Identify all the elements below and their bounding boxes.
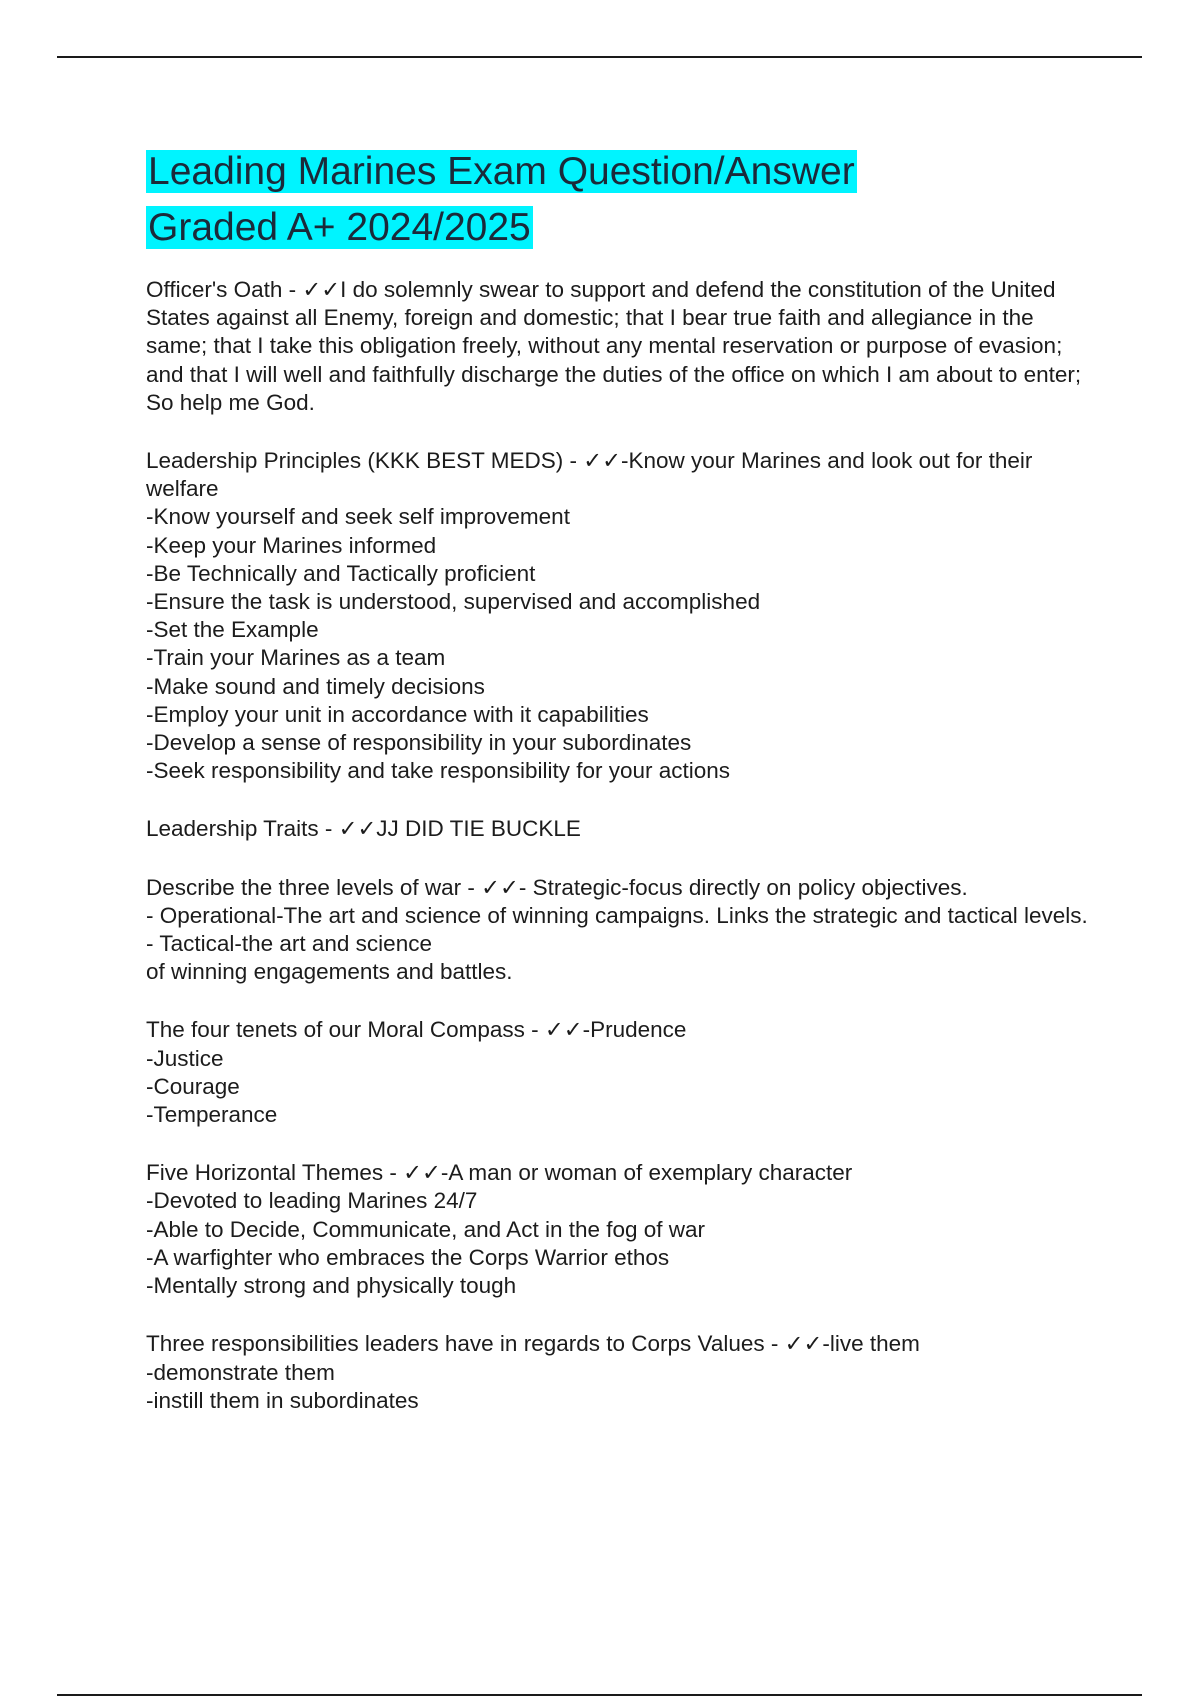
qa-line: The four tenets of our Moral Compass - ✓✓-Prudence bbox=[146, 1017, 687, 1043]
qa-line: Leadership Principles (KKK BEST MEDS) - ✓✓-Know your Marines and look out for their welfare bbox=[146, 448, 1033, 502]
qa-list bbox=[146, 276, 1096, 1415]
qa-line: -Be Technically and Tactically proficient bbox=[146, 560, 536, 586]
qa-line: - Operational-The art and science of winning campaigns. Links the strategic and tactical levels. bbox=[146, 902, 1088, 928]
title-line-1: Leading Marines Exam Question/Answer bbox=[148, 150, 855, 193]
qa-line: -Mentally strong and physically tough bbox=[146, 1273, 517, 1299]
qa-line: -instill them in subordinates bbox=[146, 1387, 419, 1413]
qa-line: Three responsibilities leaders have in regards to Corps Values - ✓✓-live them bbox=[146, 1331, 920, 1357]
qa-line: of winning engagements and battles. bbox=[146, 959, 513, 985]
document-title bbox=[146, 144, 1096, 256]
qa-entry bbox=[146, 276, 1096, 417]
qa-line: -Able to Decide, Communicate, and Act in the fog of war bbox=[146, 1216, 706, 1242]
title-line-2: Graded A+ 2024/2025 bbox=[148, 206, 531, 249]
qa-line: Leadership Traits - ✓✓JJ DID TIE BUCKLE bbox=[146, 816, 581, 842]
qa-line: -Seek responsibility and take responsibility for your actions bbox=[146, 758, 731, 784]
qa-entry bbox=[146, 815, 1096, 843]
qa-line: -Make sound and timely decisions bbox=[146, 673, 485, 699]
qa-line: - Tactical-the art and science bbox=[146, 931, 432, 957]
qa-line: -A warfighter who embraces the Corps Warrior ethos bbox=[146, 1244, 670, 1270]
qa-line: -Devoted to leading Marines 24/7 bbox=[146, 1188, 478, 1214]
qa-line: -Keep your Marines informed bbox=[146, 532, 437, 558]
qa-line: Officer's Oath - ✓✓I do solemnly swear to support and defend the constitution of the United States against all Enemy, foreign and domestic; that I bear true faith and allegiance in the same; that I take this obligation freely, without any mental reservation or purpose of evasion; and that I will well and faithfully discharge the duties of the office on which I am about to enter; So help me God. bbox=[146, 277, 1082, 415]
qa-entry bbox=[146, 447, 1096, 785]
bottom-divider bbox=[57, 1694, 1142, 1696]
qa-entry bbox=[146, 874, 1096, 987]
qa-line: -Set the Example bbox=[146, 617, 319, 643]
qa-line: -Justice bbox=[146, 1045, 224, 1071]
qa-line: -Ensure the task is understood, supervised and accomplished bbox=[146, 589, 761, 615]
qa-line: -Train your Marines as a team bbox=[146, 645, 446, 671]
qa-line: -Courage bbox=[146, 1073, 240, 1099]
qa-entry bbox=[146, 1016, 1096, 1129]
qa-line: -Develop a sense of responsibility in your subordinates bbox=[146, 730, 692, 756]
qa-line: -Employ your unit in accordance with it capabilities bbox=[146, 701, 649, 727]
document-body bbox=[146, 144, 1096, 1445]
qa-line: Describe the three levels of war - ✓✓- Strategic-focus directly on policy objectives. bbox=[146, 874, 968, 900]
qa-line: -demonstrate them bbox=[146, 1359, 335, 1385]
top-divider bbox=[57, 56, 1142, 58]
qa-line: -Temperance bbox=[146, 1102, 278, 1128]
qa-line: Five Horizontal Themes - ✓✓-A man or woman of exemplary character bbox=[146, 1160, 853, 1186]
qa-entry bbox=[146, 1159, 1096, 1300]
qa-line: -Know yourself and seek self improvement bbox=[146, 504, 570, 530]
qa-entry bbox=[146, 1330, 1096, 1415]
